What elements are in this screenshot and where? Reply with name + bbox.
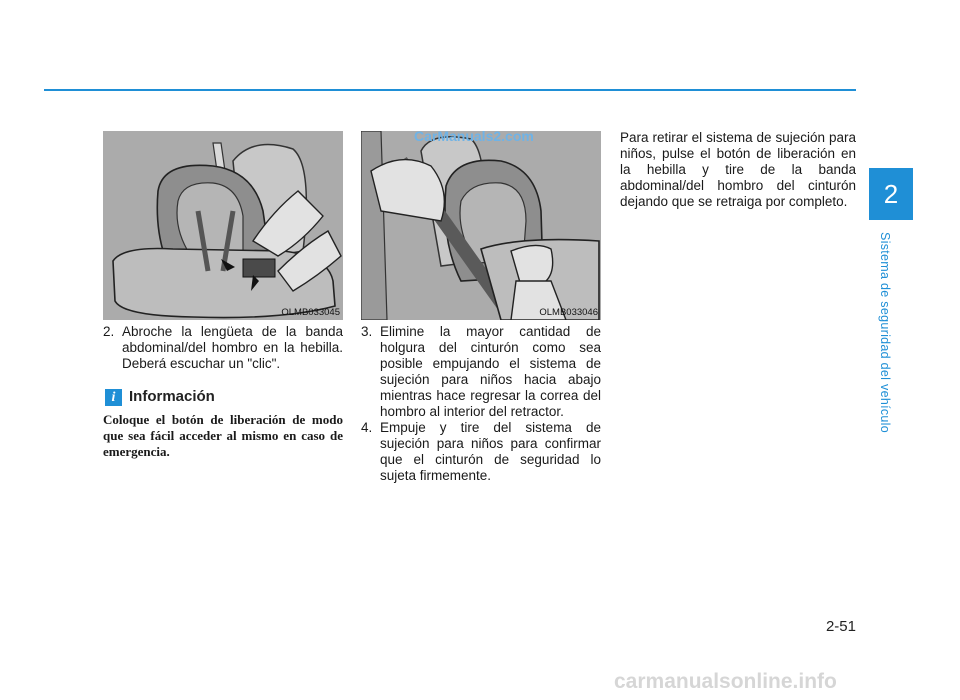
step-2 — [103, 324, 343, 372]
step-4 — [361, 420, 601, 484]
info-text: Coloque el botón de liberación de modo que sea fácil acceder al mismo en caso de emergencia. — [103, 412, 343, 459]
step-number: 2. — [103, 324, 115, 339]
info-icon: i — [105, 389, 122, 406]
step-text: Empuje y tire del sistema de sujeción para niños para confirmar que el cinturón de seguridad lo sujeta firmemente. — [380, 420, 601, 483]
figure-code: OLMB033046 — [539, 307, 598, 318]
step-number: 3. — [361, 324, 373, 339]
footer-brand[interactable]: carmanualsonline.info — [614, 670, 837, 693]
child-seat-buckle-illustration — [103, 131, 343, 320]
removal-paragraph: Para retirar el sistema de sujeción para niños, pulse el botón de liberación en la hebilla y tire de la banda abdominal/del hombro del cinturón dejando que se retraiga por completo. — [620, 130, 856, 209]
figure-buckle — [103, 131, 343, 320]
info-title: Información — [129, 388, 215, 405]
header-rule — [44, 89, 856, 91]
step-text: Abroche la lengüeta de la banda abdominal/del hombro en la hebilla. Deberá escuchar un "clic". — [122, 324, 343, 371]
chapter-title: Sistema de seguridad del vehículo — [878, 232, 892, 433]
step-number: 4. — [361, 420, 373, 435]
page-number: 2-51 — [825, 618, 856, 635]
child-seat-belt-tighten-illustration — [361, 131, 601, 320]
step-text: Elimine la mayor cantidad de holgura del cinturón como sea posible empujando el sistema de sujeción para niños hacia abajo mientras hace regresar la correa del hombro al interior del retractor. — [380, 324, 601, 419]
watermark: CarManuals2.com — [414, 128, 534, 144]
figure-code: OLMB033045 — [281, 307, 340, 318]
figure-tighten — [361, 131, 601, 320]
step-3 — [361, 324, 601, 420]
chapter-number-tab[interactable]: 2 — [869, 168, 913, 220]
